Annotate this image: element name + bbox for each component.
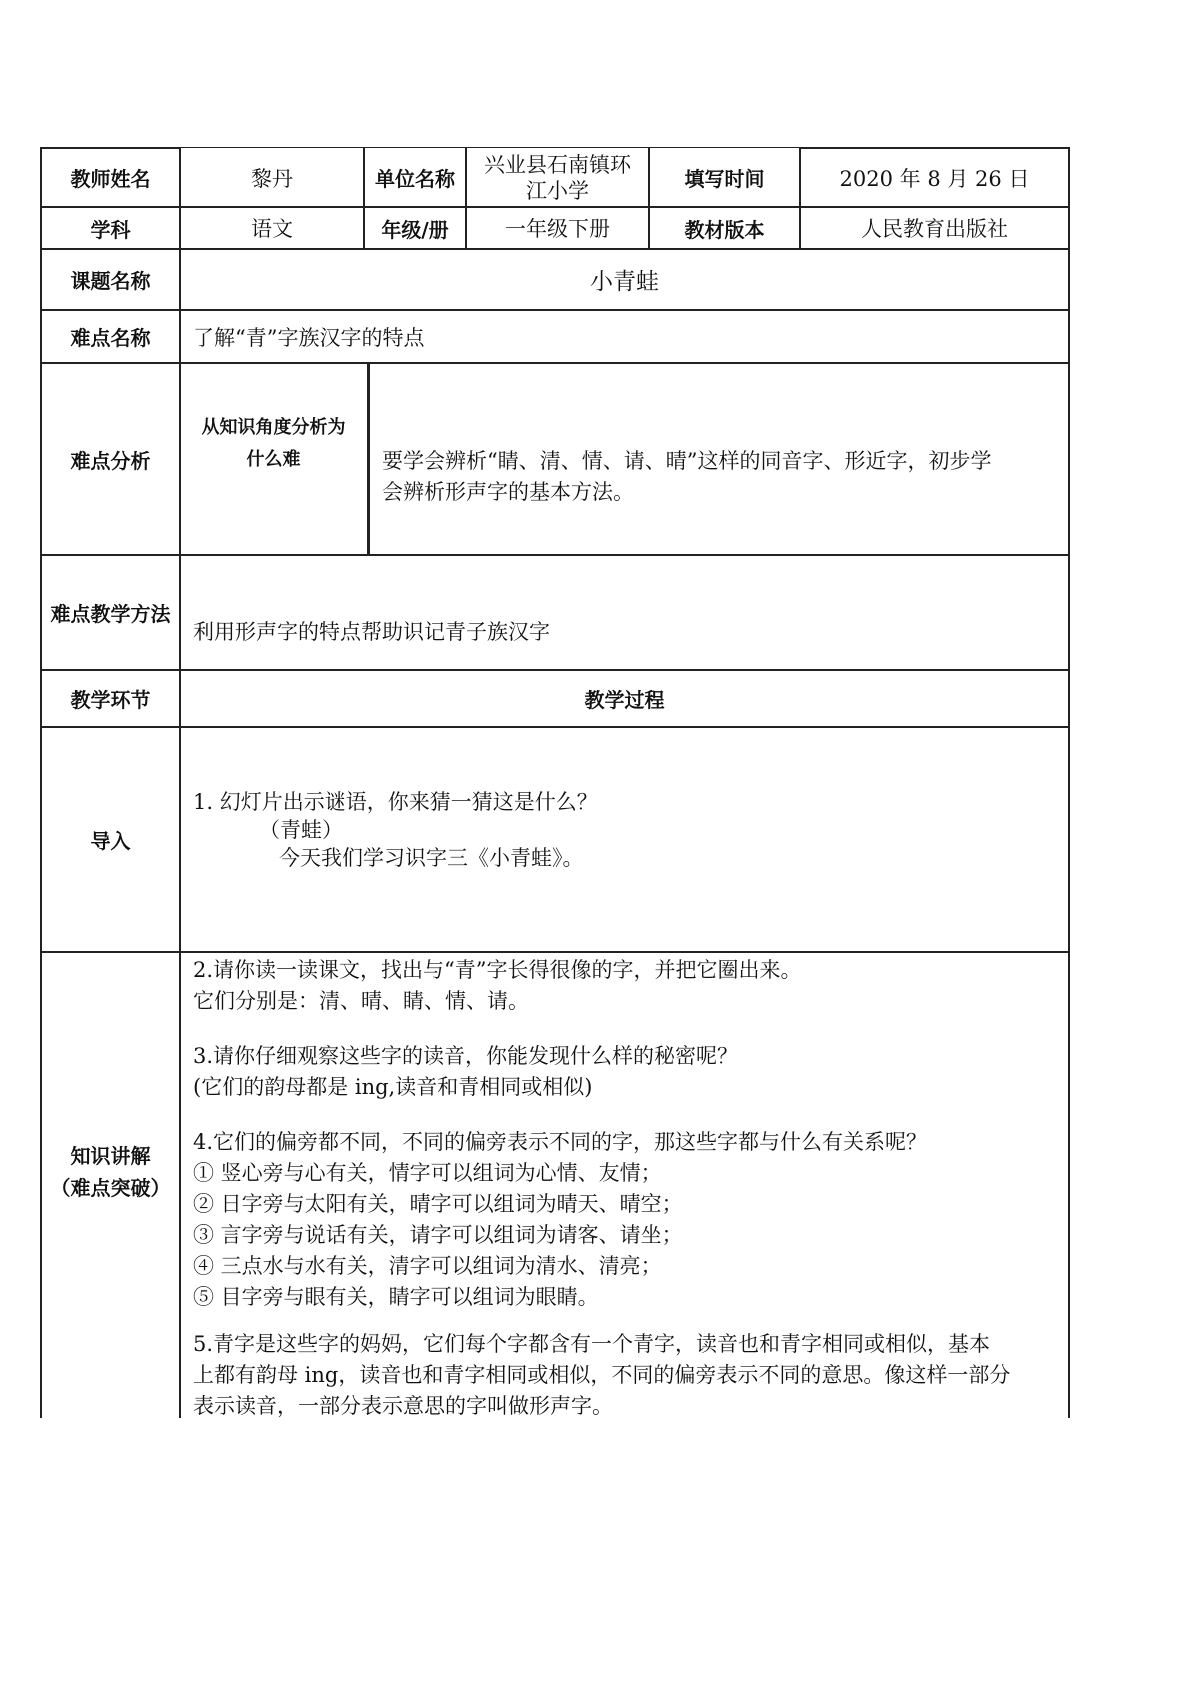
p3-line2: (它们的韵母都是 ing,读音和青相同或相似) bbox=[193, 1075, 593, 1099]
p4-item5: ⑤ 目字旁与眼有关，睛字可以组词为眼睛。 bbox=[193, 1285, 599, 1309]
p4-item2: ② 日字旁与太阳有关，晴字可以组词为晴天、晴空； bbox=[193, 1192, 683, 1216]
intro-label: 导入 bbox=[40, 726, 181, 953]
analysis-text-line1: 要学会辨析“睛、清、情、请、晴”这样的同音字、形近字，初步学 bbox=[382, 449, 992, 473]
unit-name-line2: 江小学 bbox=[526, 178, 589, 203]
edition-label: 教材版本 bbox=[648, 206, 801, 250]
difficulty-label: 难点名称 bbox=[40, 309, 181, 364]
knowledge-label bbox=[40, 951, 181, 1418]
analysis-label: 难点分析 bbox=[40, 362, 181, 556]
analysis-sub-label-line1: 从知识角度分析为 bbox=[201, 417, 346, 438]
analysis-sub-label bbox=[179, 362, 370, 556]
intro-line2: （青蛙） bbox=[259, 818, 343, 842]
p4-item3: ③ 言字旁与说话有关，请字可以组词为请客、请坐； bbox=[193, 1223, 683, 1247]
method-label: 难点教学方法 bbox=[40, 554, 181, 671]
p5-line2: 上都有韵母 ing，读音也和青字相同或相似，不同的偏旁表示不同的意思。像这样一部分 bbox=[193, 1363, 1011, 1387]
topic-value: 小青蛙 bbox=[179, 248, 1070, 311]
fill-time-value: 2020 年 8 月 26 日 bbox=[799, 147, 1070, 208]
process-right-header: 教学过程 bbox=[179, 669, 1070, 728]
unit-name-label: 单位名称 bbox=[363, 147, 467, 208]
fill-time-label: 填写时间 bbox=[648, 147, 801, 208]
teacher-name-value: 黎丹 bbox=[179, 147, 365, 208]
knowledge-content bbox=[179, 951, 1070, 1418]
process-left-header: 教学环节 bbox=[40, 669, 181, 728]
p4-item1: ① 竖心旁与心有关，情字可以组词为心情、友情； bbox=[193, 1161, 662, 1185]
p2-line2: 它们分别是：清、晴、睛、情、请。 bbox=[193, 989, 529, 1013]
subject-value: 语文 bbox=[179, 206, 365, 250]
grade-label: 年级/册 bbox=[363, 206, 467, 250]
edition-value: 人民教育出版社 bbox=[799, 206, 1070, 250]
p3-line1: 3.请你仔细观察这些字的读音，你能发现什么样的秘密呢？ bbox=[193, 1044, 739, 1068]
p2-line1: 2.请你读一读课文，找出与“青”字长得很像的字，并把它圈出来。 bbox=[193, 958, 802, 982]
p4-item4: ④ 三点水与水有关，清字可以组词为清水、清亮； bbox=[193, 1254, 662, 1278]
knowledge-label-line2: （难点突破） bbox=[50, 1175, 171, 1200]
difficulty-value: 了解“青”字族汉字的特点 bbox=[179, 309, 1070, 364]
grade-value: 一年级下册 bbox=[465, 206, 650, 250]
p5-line1: 5.青字是这些字的妈妈，它们每个字都含有一个青字，读音也和青字相同或相似，基本 bbox=[193, 1332, 991, 1356]
topic-label: 课题名称 bbox=[40, 248, 181, 311]
p4-line1: 4.它们的偏旁都不同，不同的偏旁表示不同的字，那这些字都与什么有关系呢？ bbox=[193, 1130, 928, 1154]
unit-name-line1: 兴业县石南镇环 bbox=[484, 152, 631, 177]
analysis-text-line2: 会辨析形声字的基本方法。 bbox=[382, 480, 634, 504]
intro-content bbox=[179, 726, 1070, 953]
analysis-text bbox=[368, 362, 1070, 556]
method-value: 利用形声字的特点帮助识记青子族汉字 bbox=[179, 554, 1070, 671]
intro-line3: 今天我们学习识字三《小青蛙》。 bbox=[279, 846, 584, 870]
intro-line1: 1. 幻灯片出示谜语，你来猜一猜这是什么？ bbox=[193, 790, 598, 814]
knowledge-label-line1: 知识讲解 bbox=[70, 1143, 151, 1168]
teacher-name-label: 教师姓名 bbox=[40, 147, 181, 208]
p5-line3: 表示读音，一部分表示意思的字叫做形声字。 bbox=[193, 1394, 613, 1418]
unit-name-value bbox=[465, 147, 650, 208]
analysis-sub-label-line2: 什么难 bbox=[246, 449, 301, 470]
subject-label: 学科 bbox=[40, 206, 181, 250]
